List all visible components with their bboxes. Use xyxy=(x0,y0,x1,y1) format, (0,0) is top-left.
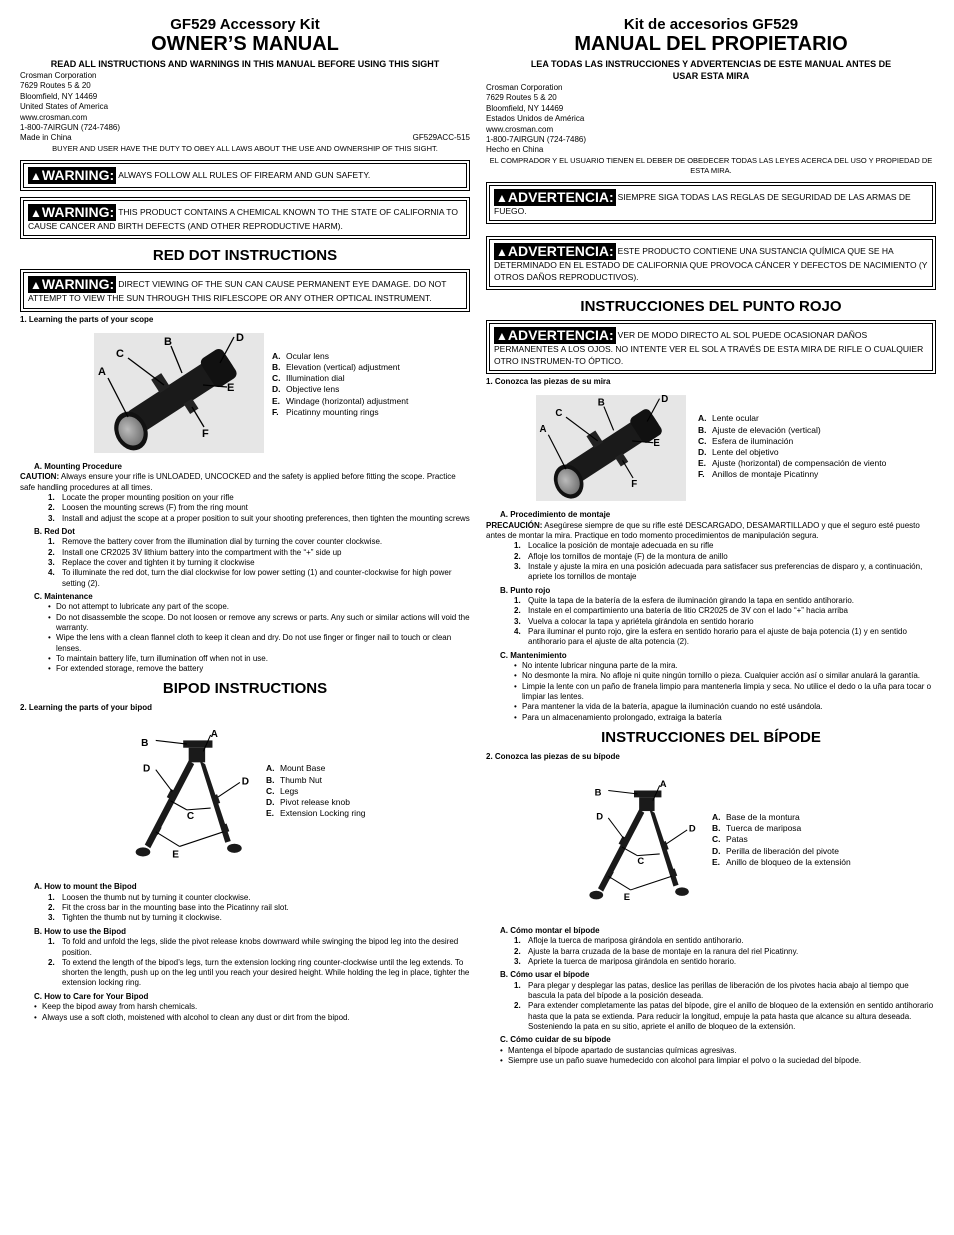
legal-duty-notice: BUYER AND USER HAVE THE DUTY TO OBEY ALL LAWS ABOUT THE USE AND OWNERSHIP OF THIS SIGHT. xyxy=(52,143,438,153)
address-line: Bloomfield, NY 14469 xyxy=(20,91,98,101)
bipod-heading: INSTRUCCIONES DEL BÍPODE xyxy=(601,728,821,746)
address-line: Bloomfield, NY 14469 xyxy=(486,103,564,113)
warning-text: THIS PRODUCT CONTAINS A CHEMICAL KNOWN TO THE STATE OF CALIFORNIA TO CAUSE CANCER AND BIRTH DEFECTS (AND OTHER REPRODUCTIVE HARM). xyxy=(28,206,458,231)
bipod-heading: BIPOD INSTRUCTIONS xyxy=(162,680,328,698)
legend-item: A. Lente ocular xyxy=(698,413,759,424)
care-bipod-list: • Keep the bipod away from harsh chemicals. • Always use a soft cloth, moistened with alcohol to clean any dust or dirt from the bipod. xyxy=(34,1002,350,1022)
callout-c: C xyxy=(637,855,645,867)
scope-image xyxy=(94,333,264,453)
maintenance-title: C. Maintenance xyxy=(34,591,93,601)
legend-item: B. Thumb Nut xyxy=(266,774,323,785)
callout-a: A xyxy=(98,365,106,378)
callout-e: E xyxy=(623,891,630,903)
red-dot-steps: 1. Quite la tapa de la batería de la esfera de iluminación girando la tapa en sentido antihorario. 2. Instale en el compartimiento una batería de litio CR2025 de 3V con el lado “+” hacia arriba 3. Vuelva a colocar la tapa y apriétela girándola en sentido horario 4. Para iluminar el punto rojo, gire la esfera en sentido horario para el ajuste de baja potencia (1) y en sentido antihorario para el ajuste de alta potencia (2). xyxy=(514,596,907,647)
bipod-image xyxy=(586,772,706,917)
callout-d: D xyxy=(241,776,249,788)
warning-label: ▲WARNING: xyxy=(30,203,115,220)
legend-item: D. Lente del objetivo xyxy=(698,446,779,457)
care-bipod-title: C. Cómo cuidar de su bípode xyxy=(500,1035,611,1045)
bipod-parts-legend xyxy=(712,812,851,868)
warning-label: ▲ADVERTENCIA: xyxy=(496,243,614,260)
use-bipod-title: B. How to use the Bipod xyxy=(34,926,126,936)
use-bipod-steps: 1. Para plegar y desplegar las patas, deslice las perillas de liberación de los pivotes hacia abajo al tiempo que bascula la pata del bípode a la posición deseada. 2. Para extender completamente las patas del bípode, gire el anillo de bloqueo de la extensión en sentido antihorario hasta que la pata se extienda. Para reducir la longitud, empuje la pata hasta que alcance su altura deseada. Sosteniendo la pata en su sitio, apriete el anillo de bloqueo de la extensión. xyxy=(514,980,934,1031)
address-line: Hecho en China xyxy=(486,145,544,155)
mounting-steps: 1. Locate the proper mounting position on your rifle 2. Loosen the mounting screws (F) from the ring mount 3. Install and adjust the scope at a proper position to suit your shooting preferences, then tighten the mounting screws xyxy=(48,492,470,523)
read-all-notice: READ ALL INSTRUCTIONS AND WARNINGS IN THIS MANUAL BEFORE USING THIS SIGHT xyxy=(50,59,440,69)
red-dot-heading: INSTRUCCIONES DEL PUNTO ROJO xyxy=(580,298,842,316)
english-column xyxy=(20,16,470,1023)
maintenance-list: • No intente lubricar ninguna parte de la mira. • No desmonte la mira. No afloje ni quite ningún tornillo o pieza. Cualquier acción así o similar anulará la garantía. • Limpie la lente con un paño de franela limpio para mantenerla limpia y seca. No utilice el dedo o la uña para tocar o limpiar las lentes. • Para mantener la vida de la batería, apague la iluminación cuando no esté usándola. • Para un almacenamiento prolongado, extraiga la batería xyxy=(514,661,932,722)
address-line: 7629 Routes 5 & 20 xyxy=(486,93,557,103)
callout-f: F xyxy=(631,479,638,491)
mount-bipod-title: A. How to mount the Bipod xyxy=(34,882,137,892)
legend-item: E. Windage (horizontal) adjustment xyxy=(272,395,409,406)
callout-b: B xyxy=(164,335,172,348)
red-dot-steps: 1. Remove the battery cover from the illumination dial by turning the cover counter clockwise. 2. Install one CR2025 3V lithium battery into the compartment with the “+” side up 3. Replace the cover and tighten it by turning it clockwise 4. To illuminate the red dot, turn the dial clockwise for low power setting (1) and counter-clockwise for high power setting (2). xyxy=(48,537,452,588)
callout-e: E xyxy=(172,849,179,861)
callout-d: D xyxy=(236,332,244,344)
maintenance-title: C. Mantenimiento xyxy=(500,650,567,660)
warning-box xyxy=(486,320,936,374)
warning-label: ▲ADVERTENCIA: xyxy=(496,327,614,344)
callout-e: E xyxy=(227,381,235,394)
kit-title: GF529 Accessory Kit xyxy=(170,16,320,33)
address-line: 1-800-7AIRGUN (724-7486) xyxy=(20,123,121,133)
legend-item: B. Ajuste de elevación (vertical) xyxy=(698,424,821,435)
scope-parts-step: 1. Conozca las piezas de su mira xyxy=(486,377,611,387)
warning-box xyxy=(486,182,936,225)
mounting-procedure-title: A. Mounting Procedure xyxy=(34,461,122,471)
callout-f: F xyxy=(202,427,209,440)
callout-d: D xyxy=(688,822,696,834)
warning-box xyxy=(20,197,470,240)
callout-b: B xyxy=(597,397,605,409)
legend-item: E. Ajuste (horizontal) de compensación de viento xyxy=(698,458,887,469)
address-line: www.crosman.com xyxy=(20,112,88,122)
legend-item: A. Mount Base xyxy=(266,763,326,774)
warning-label: ▲ADVERTENCIA: xyxy=(496,188,614,205)
legend-item: F. Picatinny mounting rings xyxy=(272,406,379,417)
scope-diagram xyxy=(536,395,686,506)
legend-item: F. Anillos de montaje Picatinny xyxy=(698,469,819,480)
callout-c: C xyxy=(555,408,563,420)
address-line: 1-800-7AIRGUN (724-7486) xyxy=(486,135,587,145)
kit-title: Kit de accesorios GF529 xyxy=(623,16,799,33)
bipod-parts-step: 2. Learning the parts of your bipod xyxy=(20,703,153,713)
bipod-image xyxy=(132,723,260,873)
legend-item: C. Patas xyxy=(712,834,748,845)
mount-bipod-steps: 1. Afloje la tuerca de mariposa girándola en sentido antihorario. 2. Ajuste la barra cruzada de la base de montaje en la ranura del riel Picatinny. 3. Apriete la tuerca de mariposa girándola en sentido horario. xyxy=(514,936,799,966)
address-line: United States of America xyxy=(20,102,109,112)
legend-item: D. Objective lens xyxy=(272,384,340,395)
use-bipod-steps: 1. To fold and unfold the legs, slide the pivot release knobs downward while swinging the bipod leg into the desired position. 2. To extend the length of the bipod’s legs, turn the extension locking ring counter-clockwise until the leg extends. To shorten the length, push up on the leg until you reach your desired height. While holding the leg in place, tighter the extension locking ring. xyxy=(48,937,470,988)
red-dot-title: B. Punto rojo xyxy=(500,585,551,595)
document-code: GF529ACC-515 xyxy=(412,133,470,143)
warning-box xyxy=(486,236,936,290)
warning-label: ▲WARNING: xyxy=(30,166,115,183)
warning-triangle-icon: ▲ xyxy=(30,205,42,220)
scope-parts-legend xyxy=(698,413,886,480)
manual-title: MANUAL DEL PROPIETARIO xyxy=(574,33,848,55)
warning-label: ▲WARNING: xyxy=(30,276,115,293)
red-dot-heading: RED DOT INSTRUCTIONS xyxy=(152,247,338,265)
bipod-parts-legend xyxy=(266,763,366,819)
callout-a: A xyxy=(539,424,547,436)
scope-diagram xyxy=(94,333,264,458)
caution-paragraph: PRECAUCIÓN: Asegúrese siempre de que su rifle esté DESCARGADO, DESAMARTILLADO y que el seguro esté puesto antes de montar la mira. Practique en todo momento procedimientos de manipulación segura. xyxy=(486,520,920,541)
company-address xyxy=(486,83,936,156)
warning-triangle-icon: ▲ xyxy=(496,190,508,205)
warning-triangle-icon: ▲ xyxy=(496,245,508,260)
made-in: Made in China xyxy=(20,133,72,143)
callout-e: E xyxy=(653,438,660,450)
legend-item: E. Extension Locking ring xyxy=(266,808,366,819)
address-line: 7629 Routes 5 & 20 xyxy=(20,81,91,91)
warning-text: ALWAYS FOLLOW ALL RULES OF FIREARM AND GUN SAFETY. xyxy=(118,169,371,180)
company-address xyxy=(20,71,470,144)
legend-item: C. Esfera de iluminación xyxy=(698,435,794,446)
legend-item: C. Illumination dial xyxy=(272,373,345,384)
use-bipod-title: B. Cómo usar el bípode xyxy=(500,970,590,980)
address-line: www.crosman.com xyxy=(486,124,554,134)
callout-a: A xyxy=(659,777,667,789)
warning-text: VER DE MODO DIRECTO AL SOL PUEDE OCASIONAR DAÑOS PERMANENTES A LOS OJOS. NO INTENTE VER EL SOL A TRAVÉS DE ESTA MIRA DE RIFLE O CUALQUIER OTRO INSTRUMEN-TO ÓPTICO. xyxy=(494,330,924,366)
bipod-diagram xyxy=(586,772,706,922)
legend-item: D. Pivot release knob xyxy=(266,797,350,807)
care-bipod-title: C. How to Care for Your Bipod xyxy=(34,991,149,1001)
warning-triangle-icon: ▲ xyxy=(496,329,508,344)
bipod-diagram xyxy=(132,723,260,878)
address-line: Crosman Corporation xyxy=(20,71,97,80)
legend-item: B. Elevation (vertical) adjustment xyxy=(272,362,400,373)
mount-bipod-steps: 1. Loosen the thumb nut by turning it counter clockwise. 2. Fit the cross bar in the mounting base into the Picatinny rail slot. 3. Tighten the thumb nut by turning it clockwise. xyxy=(48,892,289,923)
callout-c: C xyxy=(186,811,195,823)
red-dot-title: B. Red Dot xyxy=(34,526,75,536)
maintenance-list: • Do not attempt to lubricate any part of the scope. • Do not disassemble the scope. Do not loosen or remove any screws or parts. Any such or similar actions will void the warranty. • Wipe the lens with a clean flannel cloth to keep it clean and dry. Do not use finger or finger nail to touch or clean lenses. • To maintain battery life, turn illumination off when not in use. • For extended storage, remove the battery xyxy=(48,602,470,674)
spanish-column xyxy=(486,16,936,1066)
legal-duty-notice: EL COMPRADOR Y EL USUARIO TIENEN EL DEBER DE OBEDECER TODAS LAS LEYES ACERCA DEL USO Y PROPIEDAD DE ESTA MIRA. xyxy=(489,155,933,175)
address-line: Estados Unidos de América xyxy=(486,114,585,124)
callout-a: A xyxy=(210,729,218,741)
legend-item: A. Ocular lens xyxy=(272,350,329,361)
warning-box xyxy=(20,269,470,312)
care-bipod-list: • Mantenga el bípode apartado de sustancias químicas agresivas. • Siempre use un paño suave humedecido con alcohol para limpiar el polvo o la suciedad del bípode. xyxy=(500,1045,862,1066)
callout-d: D xyxy=(596,810,604,822)
legend-item: D. Perilla de liberación del pivote xyxy=(712,845,839,856)
mount-bipod-title: A. Cómo montar el bípode xyxy=(500,925,600,935)
warning-triangle-icon: ▲ xyxy=(30,278,42,293)
callout-b: B xyxy=(141,738,149,750)
legend-item: C. Legs xyxy=(266,785,299,796)
warning-text: SIEMPRE SIGA TODAS LAS REGLAS DE SEGURIDAD DE LAS ARMAS DE FUEGO. xyxy=(494,191,911,216)
mounting-steps: 1. Localice la posición de montaje adecuada en su rifle 2. Afloje los tornillos de montaje (F) de la montura de anillo 3. Instale y ajuste la mira en una posición adecuada para satisfacer sus preferencias de disparo y, a continuación, apriete los tornillos de montaje xyxy=(514,541,923,582)
warning-text: ESTE PRODUCTO CONTIENE UNA SUSTANCIA QUÍMICA QUE SE HA DETERMINADO EN EL ESTADO DE CALIFORNIA QUE PROVOCA CÁNCER Y DEFECTOS DE NACIMIENTO (Y OTROS DAÑOS REPRODUCTIVOS). xyxy=(494,246,928,282)
warning-box xyxy=(20,160,470,191)
callout-d: D xyxy=(661,395,669,406)
callout-d: D xyxy=(142,763,151,775)
warning-text: DIRECT VIEWING OF THE SUN CAN CAUSE PERMANENT EYE DAMAGE. DO NOT ATTEMPT TO VIEW THE SUN THROUGH THIS RIFLESCOPE OR ANY OTHER OPTICAL INSTRUMENT. xyxy=(28,279,447,304)
warning-triangle-icon: ▲ xyxy=(30,168,42,183)
address-line: Crosman Corporation xyxy=(486,83,563,92)
scope-image xyxy=(536,395,686,501)
mounting-procedure-title: A. Procedimiento de montaje xyxy=(500,510,611,520)
bipod-parts-step: 2. Conozca las piezas de su bípode xyxy=(486,751,620,761)
callout-b: B xyxy=(594,786,602,798)
manual-title: OWNER’S MANUAL xyxy=(151,33,339,55)
legend-item: E. Anillo de bloqueo de la extensión xyxy=(712,856,851,867)
caution-paragraph: CAUTION: Always ensure your rifle is UNLOADED, UNCOCKED and the safety is applied before fitting the scope. Practice safe handling procedures at all times. xyxy=(20,472,456,492)
legend-item: A. Base de la montura xyxy=(712,811,800,822)
read-all-notice: LEA TODAS LAS INSTRUCCIONES Y ADVERTENCIAS DE ESTE MANUAL ANTES DE USAR ESTA MIRA xyxy=(530,59,892,81)
scope-parts-legend xyxy=(272,351,408,418)
legend-item: B. Tuerca de mariposa xyxy=(712,823,802,834)
callout-c: C xyxy=(116,347,124,360)
scope-parts-step: 1. Learning the parts of your scope xyxy=(20,314,154,324)
